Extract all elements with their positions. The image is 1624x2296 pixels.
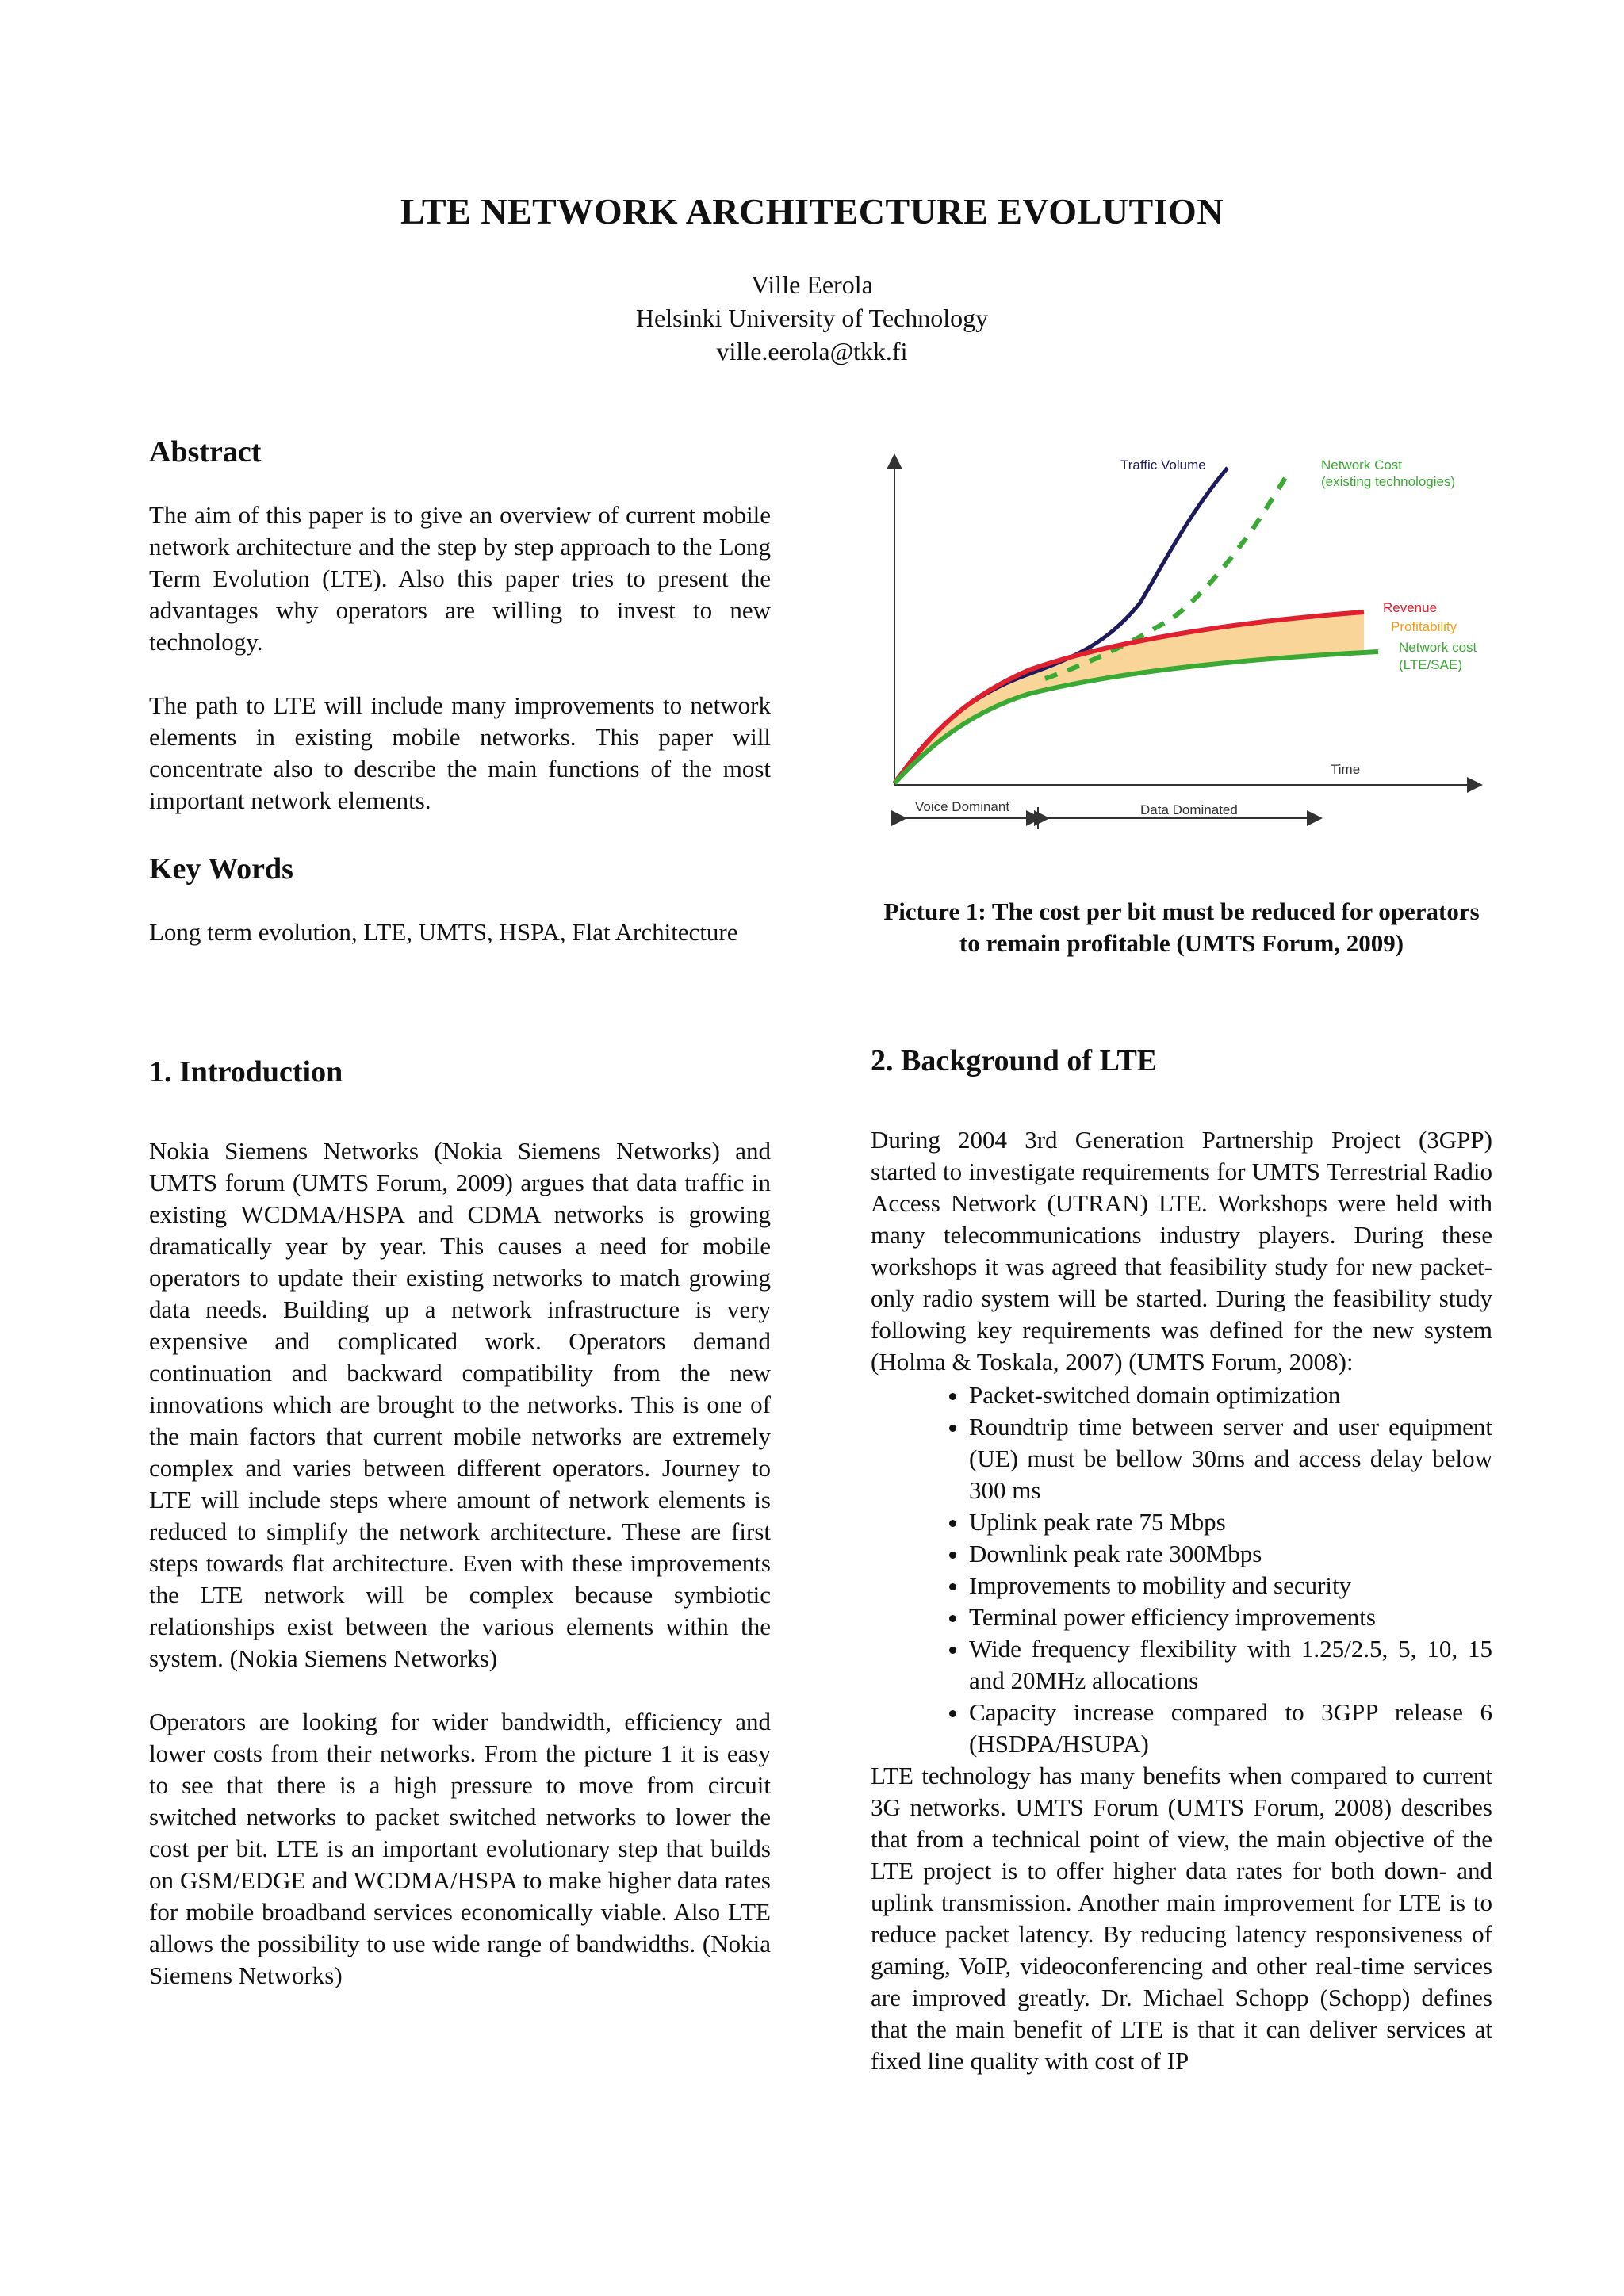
label-traffic-volume: Traffic Volume (1120, 457, 1206, 473)
label-network-cost-2: (existing technologies) (1321, 474, 1456, 489)
label-lte-cost-2: (LTE/SAE) (1399, 657, 1462, 672)
introduction-paragraph-2: Operators are looking for wider bandwidth, efficiency and lower costs from their networks. From the picture 1 it is easy to see that there is a high pressure to move from circuit switched networks to packet switched networks to lower the cost per bit. LTE is an important evolutionary step that builds on GSM/EDGE and WCDMA/HSPA to make higher data rates for mobile broadband services economically viable. Also LTE allows the possibility to use wide range of bandwidths. (Nokia Siemens Networks) (149, 1708, 771, 1989)
background-paragraph-2: LTE technology has many benefits when compared to current 3G networks. UMTS Forum (UMTS Forum, 2008) describes that from a technical point of view, the main objective of the LTE project is to offer higher data rates for both down- and uplink transmission. Another main improvement for LTE is to reduce packet latency. By reducing latency responsiveness of gaming, VoIP, videoconferencing and other real-time services are improved greatly. Dr. Michael Schopp (Schopp) defines that the main benefit of LTE is that it can deliver services at fixed line quality with cost of IP (871, 1762, 1492, 2075)
list-item: • Roundtrip time between server and user equipment (UE) must be bellow 30ms and access delay below 300 ms (969, 1411, 1492, 1506)
list-item: • Wide frequency flexibility with 1.25/2.5, 5, 10, 15 and 20MHz allocations (969, 1633, 1492, 1697)
requirements-list (871, 1380, 1492, 1760)
author-affiliation: Helsinki University of Technology (635, 304, 989, 332)
background-paragraph-1: During 2004 3rd Generation Partnership Project (3GPP) started to investigate requirements for UMTS Terrestrial Radio Access Network (UTRAN) LTE. Workshops were held with many telecommunications industry players. During these workshops it was agreed that feasibility study for new packet-only radio system will be started. During the feasibility study following key requirements was defined for the new system (Holma & Toskala, 2007) (UMTS Forum, 2008): (871, 1126, 1492, 1376)
figure-caption: Picture 1: The cost per bit must be reduced for operators to remain profitable (UMTS Forum, 2009) (883, 897, 1480, 957)
list-item: • Packet-switched domain optimization (969, 1380, 1492, 1411)
abstract-section (149, 436, 771, 817)
introduction-heading: 1. Introduction (149, 1055, 343, 1089)
label-profitability: Profitability (1391, 619, 1457, 634)
author-email: ville.eerola@tkk.fi (716, 337, 908, 365)
keywords-section (149, 853, 771, 948)
author-block (0, 268, 1624, 368)
keywords-heading: Key Words (149, 852, 293, 886)
background-section (871, 1045, 1492, 2077)
profitability-area (894, 612, 1364, 783)
abstract-paragraph-1: The aim of this paper is to give an overview of current mobile network architecture and the step by step approach to the Long Term Evolution (LTE). Also this paper tries to present the advantages why operators are willing to invest to new technology. (149, 501, 771, 656)
abstract-heading: Abstract (149, 435, 262, 469)
label-lte-cost-1: Network cost (1399, 640, 1477, 655)
label-data-dominated: Data Dominated (1140, 802, 1238, 817)
list-item: • Terminal power efficiency improvements (969, 1601, 1492, 1633)
list-item: • Uplink peak rate 75 Mbps (969, 1506, 1492, 1538)
label-network-cost-1: Network Cost (1321, 457, 1403, 473)
abstract-paragraph-2: The path to LTE will include many improvements to network elements in existing mobile networks. This paper will concentrate also to describe the main functions of the most important network elements. (149, 691, 771, 814)
keywords-text: Long term evolution, LTE, UMTS, HSPA, Flat Architecture (149, 918, 738, 946)
list-item: • Improvements to mobility and security (969, 1570, 1492, 1601)
introduction-section (149, 1056, 771, 1992)
label-time: Time (1331, 762, 1361, 777)
list-item: • Capacity increase compared to 3GPP release 6 (HSDPA/HSUPA) (969, 1697, 1492, 1760)
label-voice-dominant: Voice Dominant (915, 799, 1010, 814)
background-heading: 2. Background of LTE (871, 1044, 1158, 1077)
label-revenue: Revenue (1383, 600, 1438, 615)
introduction-paragraph-1: Nokia Siemens Networks (Nokia Siemens Networks) and UMTS forum (UMTS Forum, 2009) argues that data traffic in existing WCDMA/HSPA and CDMA networks is growing dramatically year by year. This causes a need for mobile operators to update their existing networks to match growing data needs. Building up a network infrastructure is very expensive and complicated work. Operators demand continuation and backward compatibility from the new innovations which are brought to the networks. This is one of the main factors that current mobile networks are extremely complex and varies between different operators. Journey to LTE will include steps where amount of network elements is reduced to simplify the network architecture. These are first steps towards flat architecture. Even with these improvements the LTE network will be complex because symbiotic relationships exist between the various elements within the system. (Nokia Siemens Networks) (149, 1137, 771, 1672)
list-item: • Downlink peak rate 300Mbps (969, 1538, 1492, 1570)
figure-cost-per-bit (871, 444, 1505, 840)
paper-title: LTE NETWORK ARCHITECTURE EVOLUTION (400, 191, 1224, 232)
cost-per-bit-diagram (871, 444, 1505, 840)
author-name: Ville Eerola (751, 270, 873, 299)
